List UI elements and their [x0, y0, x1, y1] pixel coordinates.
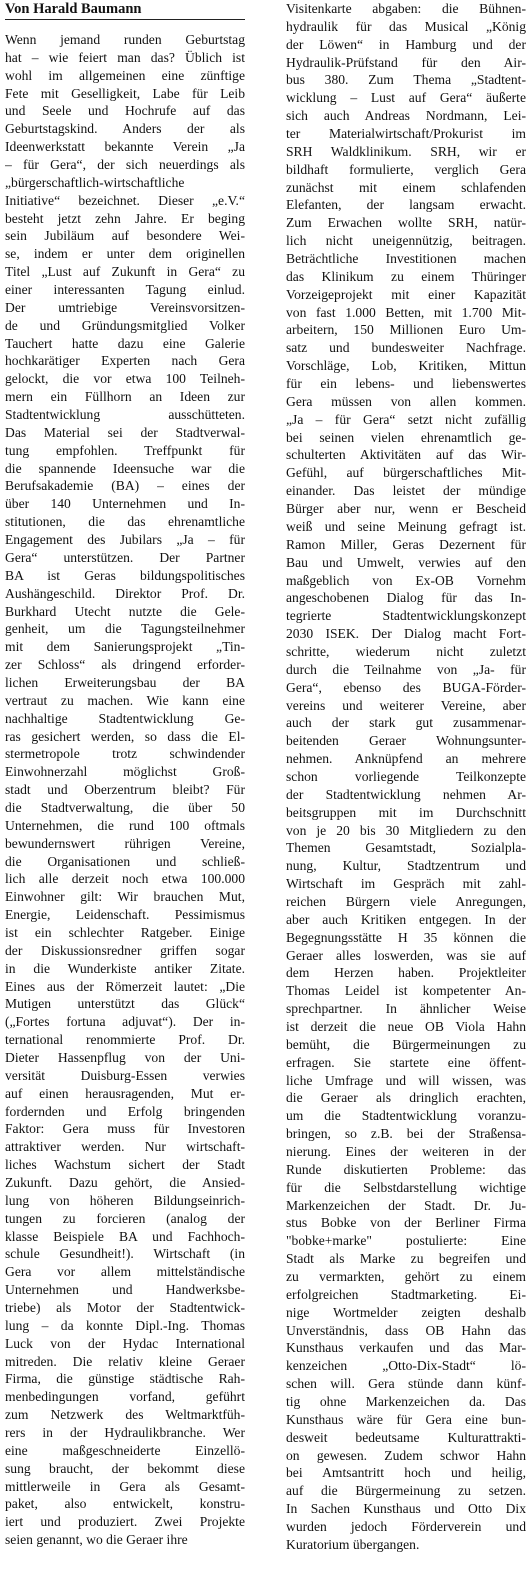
text-line: Bau und Umwelt, verwies auf den	[286, 554, 526, 570]
text-line: Dieter Hassenpflug von der Uni-	[5, 1049, 245, 1065]
text-line: on gewesen. Zudem schwor Hahn	[286, 1447, 526, 1463]
text-line: triebe) als Motor der Stadtentwick-	[5, 1300, 245, 1316]
left-column	[5, 0, 245, 1549]
text-line: Hydraulik-Prüfstand für den Air-	[286, 54, 526, 70]
text-line: Berufsakademie (BA) – eines der	[5, 478, 245, 494]
text-line: desweit bedeutsame Kulturattrakti-	[286, 1429, 526, 1445]
text-line: Kunsthaus verkaufen und das Mar-	[286, 1340, 526, 1356]
text-line: Wirtschaft im Gespräch mit zahl-	[286, 876, 526, 892]
text-line: liches Wachstum sichert der Stadt	[5, 1157, 245, 1173]
text-line: Stadtentwicklung ausschütteten.	[5, 407, 245, 423]
text-line: Begegnungsstätte H 35 können die	[286, 929, 526, 945]
text-line: arbeitern, 150 Millionen Euro Um-	[286, 322, 526, 338]
text-line: für ein lebens- und liebenswertes	[286, 376, 526, 392]
text-line: nachhaltige Stadtentwicklung Ge-	[5, 710, 245, 726]
text-line: wurden jedoch Förderverein und	[286, 1519, 526, 1535]
text-line: Burkhard Utecht nutzte die Gele-	[5, 603, 245, 619]
text-line: satz und bundesweiter Nachfrage.	[286, 340, 526, 356]
text-line: schulterten Aktivitäten auf das Wir-	[286, 447, 526, 463]
text-line: SRH Waldklinikum. SRH, wir er	[286, 143, 526, 159]
text-line: Wenn jemand runden Geburtstag	[5, 32, 245, 47]
text-line: beitenden Geraer Wohnungsunter-	[286, 733, 526, 749]
text-line: tung empfohlen. Treffpunkt für	[5, 442, 245, 458]
text-line: Runde diskutierten Probleme: das	[286, 1161, 526, 1177]
text-line: liche Umfrage und will wissen, was	[286, 1072, 526, 1088]
text-line: bei seinen vielen ehrenamtlich ge-	[286, 429, 526, 445]
text-line: de und Gründungsmitglied Volker	[5, 317, 245, 333]
text-line: mitreden. Die relativ kleine Geraer	[5, 1353, 245, 1369]
text-line: Vorschläge, Lob, Kritiken, Mittun	[286, 358, 526, 374]
text-line: klasse Beispiele BA und Fachhoch-	[5, 1228, 245, 1244]
text-line: lichen Erweiterungsbau der BA	[5, 674, 245, 690]
text-line: vereins und weiterer Vereine, aber	[286, 697, 526, 713]
text-line: Gefühl, auf bürgerschaftliches Mit-	[286, 465, 526, 481]
text-line: lung – da konnte Dipl.-Ing. Thomas	[5, 1317, 245, 1333]
text-line: menbedingungen vorfand, geführt	[5, 1389, 245, 1405]
text-line: maßgeblich von Ex-OB Vornehm	[286, 572, 526, 588]
text-line: ternational renommierte Prof. Dr.	[5, 1032, 245, 1048]
text-line: sung braucht, der bekommt diese	[5, 1460, 245, 1476]
text-line: Kuratorium übergangen.	[286, 1536, 420, 1552]
text-line: Zum Erwachen wollte SRH, natür-	[286, 215, 526, 231]
text-line: um die Stadtentwicklung voranzu-	[286, 1108, 526, 1124]
text-line: Der umtriebige Vereinsvorsitzen-	[5, 299, 245, 315]
text-line: die Geraer als dringlich erachten,	[286, 1090, 526, 1106]
text-line: Bürger aber nur, wenn er Bescheid	[286, 501, 526, 517]
text-line: Einwohnerzahl möglichst Groß-	[5, 764, 245, 780]
text-line: („Fortes fortuna adjuvat“). Der in-	[5, 1014, 245, 1030]
text-line: zu vermarkten, gehört zu einem	[286, 1269, 526, 1285]
text-line: Fete mit Geselligkeit, Labe für Leib	[5, 85, 245, 101]
text-line: Elefanten, der langsam erwacht.	[286, 197, 526, 213]
text-line: Mutigen unterstützt das Glück“	[5, 996, 245, 1012]
text-line: bemüht, die Bürgermeinungen zu	[286, 1036, 526, 1052]
text-line: Luck von der Hydac International	[5, 1335, 245, 1351]
text-line: auf die Bürgermeinung zu setzen.	[286, 1483, 526, 1499]
text-line: ist derzeit die neue OB Viola Hahn	[286, 1018, 526, 1034]
text-line: Markenzeichen der Stadt. Dr. Ju-	[286, 1197, 526, 1213]
text-line: reichen Bürgern viele Anregungen,	[286, 893, 526, 909]
text-line: wicklung – Lust auf Gera“ äußerte	[286, 90, 526, 106]
text-line: stitutionen, die das ehrenamtliche	[5, 514, 245, 530]
text-line: Unternehmen, die rund 100 oftmals	[5, 817, 245, 833]
byline: Von Harald Baumann	[5, 0, 245, 20]
text-line: weiß und seine Meinung gefragt ist.	[286, 518, 526, 534]
text-line: bei Amtsantritt hoch und heilig,	[286, 1465, 526, 1481]
text-line: Ramon Miller, Geras Dezernent für	[286, 536, 526, 552]
text-line: zum Netzwerk des Weltmarktfüh-	[5, 1407, 245, 1423]
text-line: aber auch Kritiken entgegen. In der	[286, 911, 526, 927]
text-line: Unternehmen und Handwerksbe-	[5, 1282, 245, 1298]
text-line: die spannende Ideensuche war die	[5, 460, 245, 476]
text-line: nierung. Eines der weiteren in der	[286, 1144, 526, 1159]
text-line: bildhaft formulierte, verglich Gera	[286, 161, 526, 177]
text-line: das Klinikum zu einem Thüringer	[286, 268, 526, 284]
text-line: Beträchtliche Investitionen machen	[286, 251, 526, 267]
text-line: ter Materialwirtschaft/Prokurist im	[286, 126, 526, 142]
text-line: auf einen herausragenden, Mut er-	[5, 1085, 245, 1101]
text-line: Kunsthaus wäre für Gera eine bun-	[286, 1411, 526, 1427]
text-line: lung von höheren Bildungseinrich-	[5, 1192, 245, 1208]
text-line: erfolgreichen Stadtmarketing. Ei-	[286, 1286, 526, 1302]
text-line: stadt und Oberzentrum bleibt? Für	[5, 782, 245, 798]
text-line: sich auch Andreas Nordmann, Lei-	[286, 108, 526, 124]
text-line: durch die Teilnahme von „Ja- für	[286, 661, 526, 677]
text-line: se, indem er unter dem originellen	[5, 246, 245, 262]
text-line: ras gesichert werden, so dass die El-	[5, 728, 245, 744]
text-line: tungen zu forcieren (analog der	[5, 1210, 245, 1226]
text-line: nung, Kultur, Stadtzentrum und	[286, 858, 526, 874]
text-line: erfragen. Sie startete eine öffent-	[286, 1054, 526, 1070]
text-line: die Stadtverwaltung, die über 50	[5, 799, 245, 815]
text-line: tig ohne Markenzeichen da. Das	[286, 1394, 526, 1410]
text-line: „Ja – für Gera“ setzt nicht zufällig	[286, 411, 526, 427]
text-line: tegrierte Stadtentwicklungskonzept	[286, 608, 526, 624]
text-line: schritte, wiederum nicht zuletzt	[286, 643, 526, 659]
text-line: Gera vor allem mittelständische	[5, 1264, 245, 1280]
right-column-text	[286, 0, 526, 1554]
text-line: der Stadtentwicklung nehmen Ar-	[286, 786, 526, 802]
text-line: mern ein Füllhorn an Ideen zur	[5, 389, 245, 405]
text-line: stermetropole trotz schwindender	[5, 746, 245, 762]
text-line: gelockt, die vor etwa 100 Teilneh-	[5, 371, 245, 387]
text-line: kenzeichen „Otto-Dix-Stadt“ lö-	[286, 1358, 526, 1374]
text-line: stus Bobke von der Berliner Firma	[286, 1215, 526, 1231]
text-line: vertraut zu machen. Wie kann eine	[5, 692, 245, 708]
text-line: Geburtstagskind. Anders der als	[5, 121, 245, 137]
text-line: zer Schloss“ als dringend erforder-	[5, 657, 245, 673]
text-line: Unverständnis, dass OB Hahn das	[286, 1322, 526, 1338]
text-line: Stadt als Marke zu begreifen und	[286, 1251, 526, 1267]
text-line: der Löwen“ in Hamburg und der	[286, 36, 526, 52]
text-line: lich alle derzeit noch etwa 100.000	[5, 871, 245, 887]
text-line: und Seele und Hochrufe auf das	[5, 103, 245, 119]
text-line: BA ist Geras bildungspolitisches	[5, 567, 245, 583]
text-line: "bobke+marke" postulierte: Eine	[286, 1233, 526, 1249]
text-line: Engagement des Jubilars „Ja – für	[5, 532, 245, 548]
text-line: beitsgruppen mit im Durchschnitt	[286, 804, 526, 820]
text-line: versität Duisburg-Essen verwies	[5, 1067, 245, 1083]
text-line: seien genannt, wo die Geraer ihre	[5, 1532, 188, 1548]
text-line: iert und produziert. Zwei Projekte	[5, 1514, 245, 1530]
text-line: angeschobenen Dialog für das In-	[286, 590, 526, 606]
text-line: bus 380. Zum Thema „Stadtent-	[286, 72, 526, 88]
text-line: mit dem Sanierungsprojekt „Tin-	[5, 639, 245, 655]
text-line: dem Herzen haben. Projektleiter	[286, 965, 526, 981]
right-column	[286, 0, 526, 1554]
text-line: bewundernswert rührigen Vereine,	[5, 835, 245, 851]
text-line: paket, also entwickelt, konstru-	[5, 1496, 245, 1512]
text-line: lich nicht uneigennützig, beitragen.	[286, 233, 526, 249]
text-line: besteht jetzt zehn Jahre. Er beging	[5, 210, 245, 226]
text-line: hat – wie feiert man das? Üblich ist	[5, 49, 245, 65]
text-line: genheit, um die Tagungsteilnehmer	[5, 621, 245, 637]
text-line: hydraulik für das Musical „König	[286, 18, 526, 34]
text-line: schon vorliegende Teilkonzepte	[286, 768, 526, 784]
text-line: Ideenwerkstatt bekannte Verein „Ja	[5, 139, 245, 155]
text-line: Das Material sei der Stadtverwal-	[5, 424, 245, 440]
left-column-text	[5, 31, 245, 1549]
text-line: von fast 1.000 Betten, mit 1.700 Mit-	[286, 304, 526, 320]
text-line: über 140 Unternehmen und In-	[5, 496, 245, 512]
text-line: von je 20 bis 30 Mitgliedern zu den	[286, 822, 526, 838]
text-line: Thomas Leidel ist kompetenter An-	[286, 983, 526, 999]
text-line: Tauchert hatte dazu eine Galerie	[5, 335, 245, 351]
text-line: bringen, so z.B. bei der Straßensa-	[286, 1126, 526, 1142]
text-line: ist ein schlechter Ratgeber. Einige	[5, 924, 245, 940]
text-line: die Organisationen und schließ-	[5, 853, 245, 869]
text-line: attraktiver werden. Nur wirtschaft-	[5, 1139, 245, 1155]
text-line: Initiative“ bezeichnet. Dieser „e.V.“	[5, 192, 245, 208]
text-line: einer interessanten Tagung einlud.	[5, 282, 245, 298]
text-line: sein Jubiläum auf besondere Wei-	[5, 228, 245, 244]
text-line: schule Gesundheit!). Wirtschaft (in	[5, 1246, 245, 1262]
text-line: Gera“ unterstützen. Der Partner	[5, 549, 245, 565]
text-line: Firma, die günstige städtische Rah-	[5, 1371, 245, 1387]
text-line: mittlerweile in Gera als Gesamt-	[5, 1478, 245, 1494]
text-line: Energie, Leidenschaft. Pessimismus	[5, 907, 245, 923]
text-line: Titel „Lust auf Zukunft in Gera“ zu	[5, 264, 245, 280]
text-line: wohl im allgemeinen eine zünftige	[5, 67, 245, 83]
text-line: schen will. Gera stünde dann künf-	[286, 1376, 526, 1392]
text-line: Geraer alles loswerden, was sie auf	[286, 947, 526, 963]
text-line: „bürgerschaftlich-wirtschaftliche	[5, 174, 185, 190]
text-line: auch der stark gut zusammenar-	[286, 715, 526, 731]
text-line: Zukunft. Dazu gehört, die Ansied-	[5, 1175, 245, 1190]
text-line: 2030 ISEK. Der Dialog macht Fort-	[286, 626, 526, 642]
text-line: einander. Das leistet der mündige	[286, 483, 526, 499]
text-line: Faktor: Gera muss für Investoren	[5, 1121, 245, 1137]
text-line: zunächst mit einem schlafenden	[286, 179, 526, 195]
text-line: eine maßgeschneiderte Einzellö-	[5, 1442, 245, 1458]
text-line: Gera“, ebenso des BUGA-Förder-	[286, 679, 526, 695]
text-line: – für Gera“, der sich neuerdings als	[5, 157, 245, 173]
text-line: fordernden und Erfolg bringenden	[5, 1103, 245, 1119]
text-line: für die Selbstdarstellung wichtige	[286, 1179, 526, 1195]
text-line: Einwohner gilt: Wir brauchen Mut,	[5, 889, 245, 905]
text-line: Eines aus der Römerzeit lautet: „Die	[5, 978, 245, 994]
text-line: der Diskussionsredner griffen sogar	[5, 942, 245, 958]
text-line: Themen Gesamtstadt, Sozialpla-	[286, 840, 526, 856]
text-line: Aushängeschild. Direktor Prof. Dr.	[5, 585, 245, 601]
text-line: sprechpartner. In ähnlicher Weise	[286, 1001, 526, 1017]
text-line: Visitenkarte abgaben: die Bühnen-	[286, 1, 526, 16]
text-line: Vorzeigeprojekt mit einer Kapazität	[286, 286, 526, 302]
text-line: in die Wunderkiste antiker Zitate.	[5, 960, 245, 976]
text-line: nige Wortmelder zeigten deshalb	[286, 1304, 526, 1320]
text-line: Gera müssen von allen kommen.	[286, 393, 526, 409]
text-line: In Sachen Kunsthaus und Otto Dix	[286, 1501, 526, 1517]
text-line: hochkarätiger Experten nach Gera	[5, 353, 245, 369]
text-line: rers in der Hydraulikbranche. Wer	[5, 1425, 245, 1441]
text-line: nehmen. Anknüpfend an mehrere	[286, 751, 526, 767]
